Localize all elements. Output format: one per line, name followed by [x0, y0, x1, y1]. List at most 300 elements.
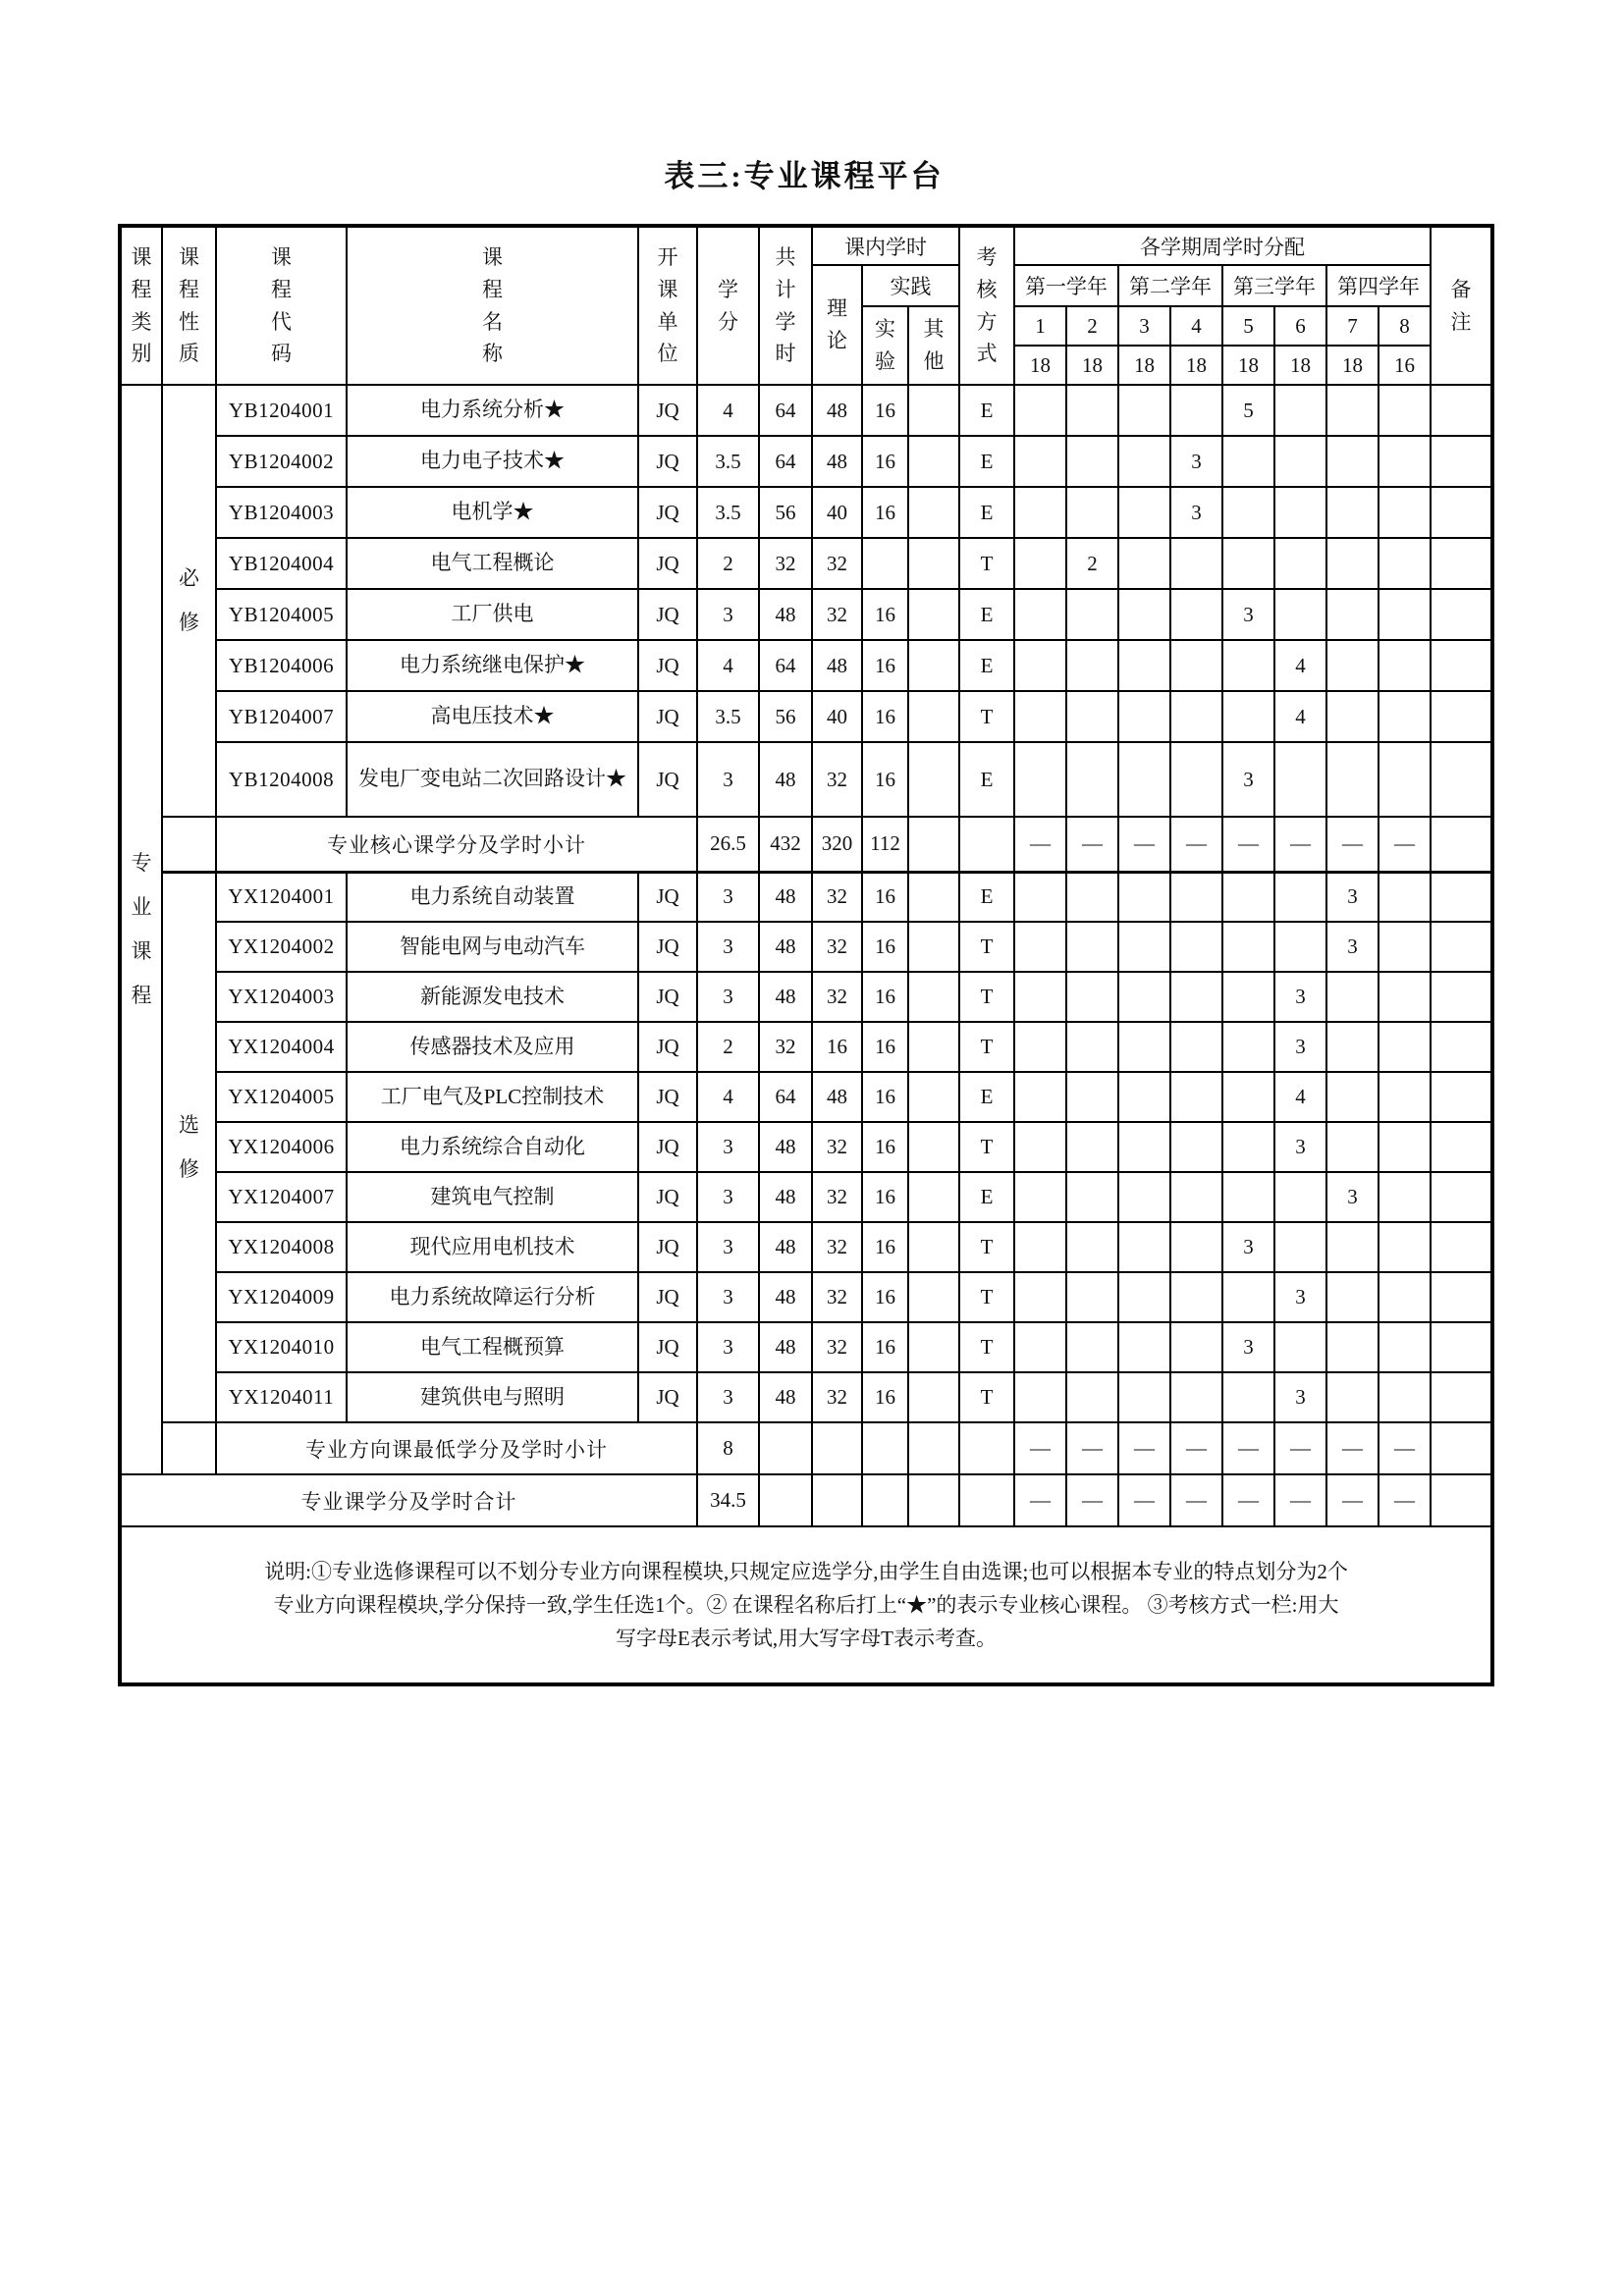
- course-code-cell: YB1204005: [216, 589, 347, 640]
- semester-hours-cell: [1066, 742, 1118, 817]
- semester-hours-cell: [1326, 436, 1379, 487]
- subtotal-other-hours-cell: [908, 1474, 959, 1526]
- course-assessment-cell: E: [959, 1172, 1014, 1222]
- course-total-hours-cell: 64: [759, 436, 812, 487]
- header-total-hours: [759, 226, 812, 385]
- course-code-cell: YB1204003: [216, 487, 347, 538]
- course-experiment-hours-cell: 16: [862, 872, 908, 922]
- course-experiment-hours-cell: 16: [862, 436, 908, 487]
- course-total-hours-cell: 56: [759, 691, 812, 742]
- course-experiment-hours-cell: 16: [862, 1172, 908, 1222]
- course-theory-hours-cell: 32: [812, 972, 862, 1022]
- course-total-hours-cell: 48: [759, 589, 812, 640]
- header-credit: [697, 226, 759, 385]
- subtotal-theory-hours-cell: [812, 1474, 862, 1526]
- course-total-hours-cell: 48: [759, 972, 812, 1022]
- header-category: [120, 226, 162, 385]
- semester-hours-cell: [1066, 691, 1118, 742]
- course-experiment-hours-cell: 16: [862, 1322, 908, 1372]
- remark-cell: [1431, 1422, 1492, 1474]
- course-name-cell: 新能源发电技术: [347, 972, 638, 1022]
- course-code-cell: YB1204007: [216, 691, 347, 742]
- remark-cell: [1431, 972, 1492, 1022]
- course-total-hours-cell: 48: [759, 922, 812, 972]
- course-total-hours-cell: 48: [759, 1122, 812, 1172]
- header-nature: [162, 226, 216, 385]
- table-row: [120, 385, 1492, 436]
- semester-hours-cell: [1014, 385, 1066, 436]
- course-credit-cell: 2: [697, 1022, 759, 1072]
- header-semester-weeks: 18: [1014, 346, 1066, 385]
- semester-dash-cell: —: [1118, 1474, 1170, 1526]
- course-name-cell: 发电厂变电站二次回路设计★: [347, 742, 638, 817]
- semester-dash-cell: —: [1014, 817, 1066, 872]
- header-name-label: 课程名称: [482, 245, 503, 366]
- course-theory-hours-cell: 48: [812, 385, 862, 436]
- remark-cell: [1431, 872, 1492, 922]
- semester-hours-cell: [1274, 872, 1326, 922]
- course-theory-hours-cell: 32: [812, 538, 862, 589]
- direction-subtotal-label-cell: 专业方向课最低学分及学时小计: [216, 1422, 697, 1474]
- semester-hours-cell: [1014, 487, 1066, 538]
- table-row: [120, 1322, 1492, 1372]
- semester-hours-cell: [1066, 1322, 1118, 1372]
- course-other-hours-cell: [908, 538, 959, 589]
- course-theory-hours-cell: 16: [812, 1022, 862, 1072]
- semester-hours-cell: [1118, 1022, 1170, 1072]
- course-experiment-hours-cell: 16: [862, 691, 908, 742]
- course-experiment-hours-cell: 16: [862, 487, 908, 538]
- course-unit-cell: JQ: [638, 872, 697, 922]
- semester-hours-cell: [1118, 1172, 1170, 1222]
- header-remark: [1431, 226, 1492, 385]
- semester-hours-cell: [1066, 972, 1118, 1022]
- group-required-cell-label: 必修: [179, 565, 199, 634]
- course-experiment-hours-cell: 16: [862, 1272, 908, 1322]
- semester-hours-cell: [1379, 538, 1431, 589]
- course-total-hours-cell: 48: [759, 872, 812, 922]
- semester-hours-cell: [1222, 1072, 1274, 1122]
- semester-hours-cell: [1379, 385, 1431, 436]
- course-assessment-cell: E: [959, 487, 1014, 538]
- course-name-cell: 传感器技术及应用: [347, 1022, 638, 1072]
- semester-hours-cell: 4: [1274, 1072, 1326, 1122]
- subtotal-assessment-cell: [959, 817, 1014, 872]
- course-assessment-cell: T: [959, 1322, 1014, 1372]
- course-code-cell: YB1204006: [216, 640, 347, 691]
- semester-hours-cell: [1379, 1122, 1431, 1172]
- semester-hours-cell: [1014, 922, 1066, 972]
- semester-dash-cell: —: [1274, 1474, 1326, 1526]
- course-name-cell: 电力系统继电保护★: [347, 640, 638, 691]
- header-semester-number: 8: [1379, 306, 1431, 346]
- remark-cell: [1431, 817, 1492, 872]
- course-other-hours-cell: [908, 640, 959, 691]
- semester-hours-cell: [1222, 972, 1274, 1022]
- semester-hours-cell: [1170, 922, 1222, 972]
- semester-hours-cell: 3: [1326, 922, 1379, 972]
- semester-hours-cell: [1274, 589, 1326, 640]
- semester-hours-cell: [1014, 538, 1066, 589]
- course-experiment-hours-cell: 16: [862, 1222, 908, 1272]
- semester-hours-cell: [1326, 538, 1379, 589]
- remark-cell: [1431, 385, 1492, 436]
- header-credit-label: 学分: [718, 277, 738, 334]
- semester-hours-cell: [1379, 1322, 1431, 1372]
- semester-hours-cell: [1222, 1272, 1274, 1322]
- semester-hours-cell: [1014, 872, 1066, 922]
- semester-hours-cell: [1066, 1372, 1118, 1422]
- header-total-hours-label: 共计学时: [775, 245, 796, 366]
- semester-hours-cell: [1066, 640, 1118, 691]
- course-credit-cell: 4: [697, 640, 759, 691]
- table-row: [120, 640, 1492, 691]
- course-theory-hours-cell: 32: [812, 742, 862, 817]
- semester-hours-cell: [1118, 742, 1170, 817]
- semester-hours-cell: [1326, 1072, 1379, 1122]
- header-semester-weeks: 18: [1118, 346, 1170, 385]
- semester-hours-cell: [1170, 691, 1222, 742]
- semester-hours-cell: 3: [1222, 742, 1274, 817]
- semester-hours-cell: [1014, 1322, 1066, 1372]
- table-row: [120, 1372, 1492, 1422]
- semester-hours-cell: [1066, 872, 1118, 922]
- semester-hours-cell: [1222, 1372, 1274, 1422]
- course-total-hours-cell: 48: [759, 1372, 812, 1422]
- course-theory-hours-cell: 48: [812, 1072, 862, 1122]
- semester-hours-cell: 3: [1274, 1122, 1326, 1172]
- course-other-hours-cell: [908, 1322, 959, 1372]
- remark-cell: [1431, 922, 1492, 972]
- subtotal-total-hours-cell: 432: [759, 817, 812, 872]
- course-theory-hours-cell: 40: [812, 691, 862, 742]
- semester-hours-cell: [1170, 1322, 1222, 1372]
- course-total-hours-cell: 48: [759, 1222, 812, 1272]
- table-row: [120, 1526, 1492, 1684]
- header-weekly-distribution: 各学期周学时分配: [1014, 226, 1431, 265]
- table-row: [120, 872, 1492, 922]
- course-credit-cell: 3: [697, 1222, 759, 1272]
- course-total-hours-cell: 48: [759, 1172, 812, 1222]
- course-experiment-hours-cell: [862, 538, 908, 589]
- semester-hours-cell: [1066, 1172, 1118, 1222]
- course-code-cell: YX1204005: [216, 1072, 347, 1122]
- semester-hours-cell: [1326, 1222, 1379, 1272]
- subtotal-total-hours-cell: [759, 1422, 812, 1474]
- header-semester-weeks: 16: [1379, 346, 1431, 385]
- header-semester-number: 7: [1326, 306, 1379, 346]
- semester-hours-cell: [1379, 1022, 1431, 1072]
- course-unit-cell: JQ: [638, 1222, 697, 1272]
- course-code-cell: YX1204008: [216, 1222, 347, 1272]
- header-code-label: 课程代码: [271, 245, 292, 366]
- semester-hours-cell: [1118, 1122, 1170, 1172]
- semester-hours-cell: 3: [1222, 589, 1274, 640]
- course-total-hours-cell: 32: [759, 1022, 812, 1072]
- course-code-cell: YX1204004: [216, 1022, 347, 1072]
- semester-hours-cell: [1170, 1072, 1222, 1122]
- remark-cell: [1431, 691, 1492, 742]
- semester-hours-cell: [1274, 1322, 1326, 1372]
- course-code-cell: YB1204008: [216, 742, 347, 817]
- header-year-4: 第四学年: [1326, 265, 1431, 306]
- course-theory-hours-cell: 32: [812, 872, 862, 922]
- semester-hours-cell: [1118, 1372, 1170, 1422]
- semester-hours-cell: [1274, 922, 1326, 972]
- course-credit-cell: 3: [697, 1172, 759, 1222]
- header-practice: 实践: [862, 265, 959, 306]
- course-theory-hours-cell: 48: [812, 640, 862, 691]
- semester-hours-cell: [1326, 1122, 1379, 1172]
- header-year-3: 第三学年: [1222, 265, 1326, 306]
- course-code-cell: YX1204011: [216, 1372, 347, 1422]
- semester-hours-cell: [1326, 589, 1379, 640]
- table-row: [120, 972, 1492, 1022]
- table-row: [120, 538, 1492, 589]
- semester-hours-cell: [1170, 742, 1222, 817]
- course-experiment-hours-cell: 16: [862, 589, 908, 640]
- semester-dash-cell: —: [1326, 817, 1379, 872]
- course-unit-cell: JQ: [638, 1372, 697, 1422]
- course-credit-cell: 3.5: [697, 691, 759, 742]
- header-semester-number: 3: [1118, 306, 1170, 346]
- semester-hours-cell: [1170, 538, 1222, 589]
- semester-hours-cell: [1222, 640, 1274, 691]
- remark-cell: [1431, 1322, 1492, 1372]
- course-assessment-cell: T: [959, 1372, 1014, 1422]
- nature-spacer-cell: [162, 817, 216, 872]
- semester-dash-cell: —: [1379, 1422, 1431, 1474]
- semester-hours-cell: [1326, 385, 1379, 436]
- semester-dash-cell: —: [1118, 817, 1170, 872]
- subtotal-assessment-cell: [959, 1422, 1014, 1474]
- header-assessment: [959, 226, 1014, 385]
- subtotal-other-hours-cell: [908, 1422, 959, 1474]
- header-assessment-label: 考核方式: [976, 245, 998, 366]
- course-credit-cell: 3.5: [697, 487, 759, 538]
- table-row: [120, 1072, 1492, 1122]
- semester-dash-cell: —: [1066, 1422, 1118, 1474]
- semester-hours-cell: [1222, 487, 1274, 538]
- course-name-cell: 高电压技术★: [347, 691, 638, 742]
- semester-hours-cell: [1118, 972, 1170, 1022]
- course-assessment-cell: T: [959, 922, 1014, 972]
- semester-dash-cell: —: [1222, 817, 1274, 872]
- semester-hours-cell: [1274, 436, 1326, 487]
- header-experiment-label: 实验: [875, 317, 895, 373]
- course-unit-cell: JQ: [638, 385, 697, 436]
- semester-hours-cell: [1118, 1222, 1170, 1272]
- course-code-cell: YX1204003: [216, 972, 347, 1022]
- semester-hours-cell: [1222, 922, 1274, 972]
- semester-dash-cell: —: [1014, 1422, 1066, 1474]
- course-other-hours-cell: [908, 487, 959, 538]
- course-total-hours-cell: 56: [759, 487, 812, 538]
- semester-hours-cell: [1326, 487, 1379, 538]
- table-row: [120, 1272, 1492, 1322]
- course-name-cell: 电力系统自动装置: [347, 872, 638, 922]
- course-theory-hours-cell: 32: [812, 1122, 862, 1172]
- course-theory-hours-cell: 32: [812, 1322, 862, 1372]
- header-theory: [812, 265, 862, 385]
- course-theory-hours-cell: 40: [812, 487, 862, 538]
- semester-hours-cell: 3: [1274, 1272, 1326, 1322]
- course-code-cell: YB1204004: [216, 538, 347, 589]
- header-remark-label: 备注: [1450, 277, 1472, 334]
- semester-hours-cell: 3: [1222, 1322, 1274, 1372]
- semester-hours-cell: [1222, 538, 1274, 589]
- semester-hours-cell: [1274, 487, 1326, 538]
- course-experiment-hours-cell: 16: [862, 385, 908, 436]
- course-code-cell: YX1204010: [216, 1322, 347, 1372]
- page-title: 表三:专业课程平台: [664, 159, 945, 193]
- semester-hours-cell: 3: [1274, 1022, 1326, 1072]
- table-row: [120, 589, 1492, 640]
- semester-hours-cell: [1170, 872, 1222, 922]
- course-unit-cell: JQ: [638, 436, 697, 487]
- course-total-hours-cell: 64: [759, 1072, 812, 1122]
- semester-hours-cell: [1222, 1172, 1274, 1222]
- course-assessment-cell: T: [959, 1122, 1014, 1172]
- subtotal-experiment-hours-cell: [862, 1422, 908, 1474]
- subtotal-other-hours-cell: [908, 817, 959, 872]
- course-experiment-hours-cell: 16: [862, 922, 908, 972]
- course-other-hours-cell: [908, 872, 959, 922]
- remark-cell: [1431, 1222, 1492, 1272]
- semester-hours-cell: [1379, 487, 1431, 538]
- semester-hours-cell: [1222, 1022, 1274, 1072]
- header-semester-weeks: 18: [1326, 346, 1379, 385]
- group-required-cell: [162, 385, 216, 817]
- remark-cell: [1431, 538, 1492, 589]
- course-assessment-cell: T: [959, 1222, 1014, 1272]
- course-total-hours-cell: 32: [759, 538, 812, 589]
- semester-dash-cell: —: [1379, 1474, 1431, 1526]
- semester-hours-cell: [1118, 589, 1170, 640]
- semester-hours-cell: [1066, 436, 1118, 487]
- semester-dash-cell: —: [1222, 1422, 1274, 1474]
- semester-hours-cell: [1014, 1022, 1066, 1072]
- remark-cell: [1431, 1474, 1492, 1526]
- header-code: [216, 226, 347, 385]
- semester-hours-cell: [1014, 1222, 1066, 1272]
- course-name-cell: 智能电网与电动汽车: [347, 922, 638, 972]
- course-unit-cell: JQ: [638, 1272, 697, 1322]
- semester-hours-cell: [1379, 972, 1431, 1022]
- semester-dash-cell: —: [1274, 1422, 1326, 1474]
- semester-hours-cell: [1379, 742, 1431, 817]
- semester-hours-cell: [1326, 1022, 1379, 1072]
- course-assessment-cell: T: [959, 972, 1014, 1022]
- semester-hours-cell: [1014, 1072, 1066, 1122]
- course-credit-cell: 3: [697, 1272, 759, 1322]
- course-code-cell: YX1204002: [216, 922, 347, 972]
- header-semester-number: 2: [1066, 306, 1118, 346]
- course-theory-hours-cell: 32: [812, 1172, 862, 1222]
- semester-hours-cell: [1170, 640, 1222, 691]
- semester-hours-cell: [1379, 1222, 1431, 1272]
- semester-hours-cell: [1379, 1072, 1431, 1122]
- course-experiment-hours-cell: 16: [862, 972, 908, 1022]
- semester-hours-cell: [1170, 385, 1222, 436]
- header-unit: [638, 226, 697, 385]
- course-name-cell: 建筑电气控制: [347, 1172, 638, 1222]
- semester-hours-cell: [1014, 1272, 1066, 1322]
- remark-cell: [1431, 1122, 1492, 1172]
- semester-hours-cell: [1066, 487, 1118, 538]
- subtotal-total-hours-cell: [759, 1474, 812, 1526]
- remark-cell: [1431, 640, 1492, 691]
- course-assessment-cell: T: [959, 538, 1014, 589]
- group-elective-cell-label: 选修: [179, 1112, 199, 1181]
- subtotal-experiment-hours-cell: 112: [862, 817, 908, 872]
- header-year-2: 第二学年: [1118, 265, 1222, 306]
- semester-hours-cell: [1326, 1272, 1379, 1322]
- remark-cell: [1431, 436, 1492, 487]
- semester-hours-cell: [1274, 1222, 1326, 1272]
- course-other-hours-cell: [908, 1122, 959, 1172]
- subtotal-credit-cell: 34.5: [697, 1474, 759, 1526]
- semester-hours-cell: [1326, 691, 1379, 742]
- semester-hours-cell: 5: [1222, 385, 1274, 436]
- semester-hours-cell: [1118, 1072, 1170, 1122]
- grand-total-label-cell: 专业课学分及学时合计: [120, 1474, 697, 1526]
- course-unit-cell: JQ: [638, 640, 697, 691]
- semester-hours-cell: [1379, 691, 1431, 742]
- header-semester-number: 1: [1014, 306, 1066, 346]
- semester-hours-cell: 3: [1170, 436, 1222, 487]
- semester-dash-cell: —: [1222, 1474, 1274, 1526]
- course-name-cell: 现代应用电机技术: [347, 1222, 638, 1272]
- semester-hours-cell: [1014, 1372, 1066, 1422]
- course-name-cell: 电气工程概预算: [347, 1322, 638, 1372]
- category-cell-label: 专业课程: [131, 850, 152, 1008]
- course-unit-cell: JQ: [638, 1322, 697, 1372]
- course-unit-cell: JQ: [638, 1172, 697, 1222]
- course-credit-cell: 4: [697, 385, 759, 436]
- remark-cell: [1431, 1072, 1492, 1122]
- table-row: [120, 1172, 1492, 1222]
- header-experiment: [862, 306, 908, 385]
- course-theory-hours-cell: 32: [812, 1222, 862, 1272]
- subtotal-credit-cell: 26.5: [697, 817, 759, 872]
- table-header: [120, 226, 1492, 385]
- semester-hours-cell: [1014, 589, 1066, 640]
- course-unit-cell: JQ: [638, 742, 697, 817]
- semester-hours-cell: [1170, 1122, 1222, 1172]
- semester-hours-cell: [1326, 972, 1379, 1022]
- note-cell: [120, 1526, 1492, 1684]
- semester-hours-cell: 4: [1274, 691, 1326, 742]
- course-experiment-hours-cell: 16: [862, 640, 908, 691]
- semester-hours-cell: [1066, 1272, 1118, 1322]
- semester-hours-cell: [1170, 1272, 1222, 1322]
- semester-hours-cell: [1379, 922, 1431, 972]
- note-line: 说明:①专业选修课程可以不划分专业方向课程模块,只规定应选学分,由学生自由选课;也可以根据本专业的特点划分为2个: [264, 1559, 1348, 1583]
- semester-hours-cell: [1118, 922, 1170, 972]
- semester-dash-cell: —: [1326, 1474, 1379, 1526]
- remark-cell: [1431, 589, 1492, 640]
- table-row: [120, 487, 1492, 538]
- course-experiment-hours-cell: 16: [862, 1072, 908, 1122]
- semester-hours-cell: [1326, 640, 1379, 691]
- curriculum-table: [118, 224, 1494, 1686]
- course-name-cell: 电力系统分析★: [347, 385, 638, 436]
- semester-hours-cell: [1066, 1222, 1118, 1272]
- course-unit-cell: JQ: [638, 538, 697, 589]
- semester-hours-cell: [1066, 589, 1118, 640]
- course-other-hours-cell: [908, 691, 959, 742]
